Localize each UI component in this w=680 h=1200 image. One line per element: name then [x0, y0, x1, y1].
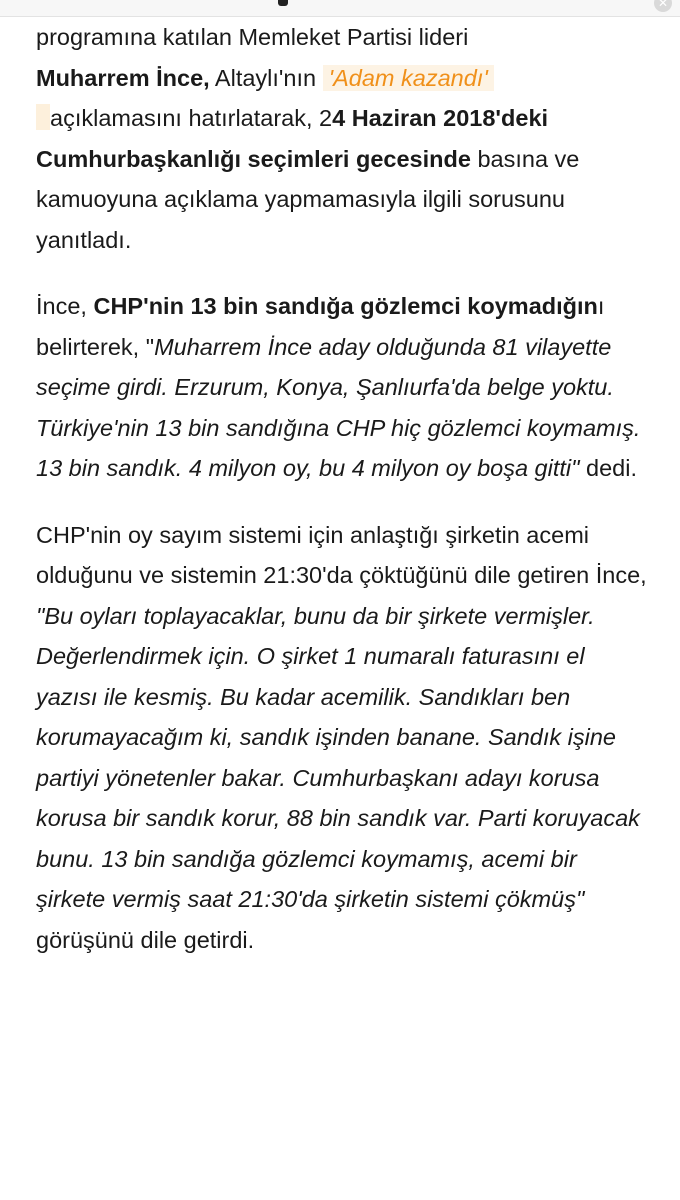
- paragraph-2-tail: dedi.: [579, 455, 637, 481]
- link-highlight-mark: [36, 104, 50, 130]
- adam-kazandi-link[interactable]: 'Adam kazandı': [323, 65, 494, 91]
- page-indicator-icon: [278, 0, 288, 6]
- paragraph-1-mid: Altaylı'nın: [209, 64, 323, 91]
- article-body: [36, 17, 648, 960]
- browser-top-bar: [0, 0, 680, 17]
- paragraph-1-bold: 4 Haziran 2018'deki Cumhurbaşkanlığı seçimleri gecesinde: [36, 105, 549, 172]
- paragraph-1-tail: basına ve kamuoyuna açıklama yapmamasıyla ilgili sorusunu yanıtladı.: [36, 145, 580, 253]
- close-icon[interactable]: ✕: [654, 0, 672, 12]
- paragraph-2-bold: CHP'nin 13 bin sandığa gözlemci koymadığın: [93, 293, 598, 319]
- paragraph-3-lead: CHP'nin oy sayım sistemi için anlaştığı şirketin acemi olduğunu ve sistemin 21:30'da çöktüğünü dile getiren İnce,: [36, 521, 647, 588]
- paragraph-1-after-link: açıklamasını hatırlatarak, 2: [50, 105, 333, 131]
- paragraph-3-tail: görüşünü dile getirdi.: [36, 926, 255, 953]
- paragraph-1-name: Muharrem İnce,: [36, 64, 210, 91]
- paragraph-3-quote: "Bu oyları toplayacaklar, bunu da bir şirkete vermişler. Değerlendirmek için. O şirket 1 numaralı faturasını el yazısı ile kesmiş. Bu kadar acemilik. Sandıkları ben korumayacağım ki, sandık işinden banane. Sandık işine partiyi yönetenler bakar. Cumhurbaşkanı adayı korusa korusa bir sandık korur, 88 bin sandık var. Parti koruyacak bunu. 13 bin sandığa gözlemci koymamış, acemi bir şirkete vermiş saat 21:30'da şirketin sistemi çökmüş": [36, 602, 640, 912]
- paragraph-3: [36, 515, 648, 961]
- paragraph-2-quote: Muharrem İnce aday olduğunda 81 vilayette seçime girdi. Erzurum, Konya, Şanlıurfa'da belge yoktu. Türkiye'nin 13 bin sandığına CHP hiç gözlemci koymamış. 13 bin sandık. 4 milyon oy, bu 4 milyon oy boşa gitti": [36, 333, 641, 481]
- paragraph-2-lead: İnce,: [36, 293, 94, 319]
- paragraph-2: [36, 286, 648, 489]
- paragraph-1-lead: programına katılan Memleket Partisi lideri: [36, 24, 469, 50]
- paragraph-2-mid: ı belirterek, ": [36, 293, 605, 360]
- paragraph-1: [36, 17, 648, 260]
